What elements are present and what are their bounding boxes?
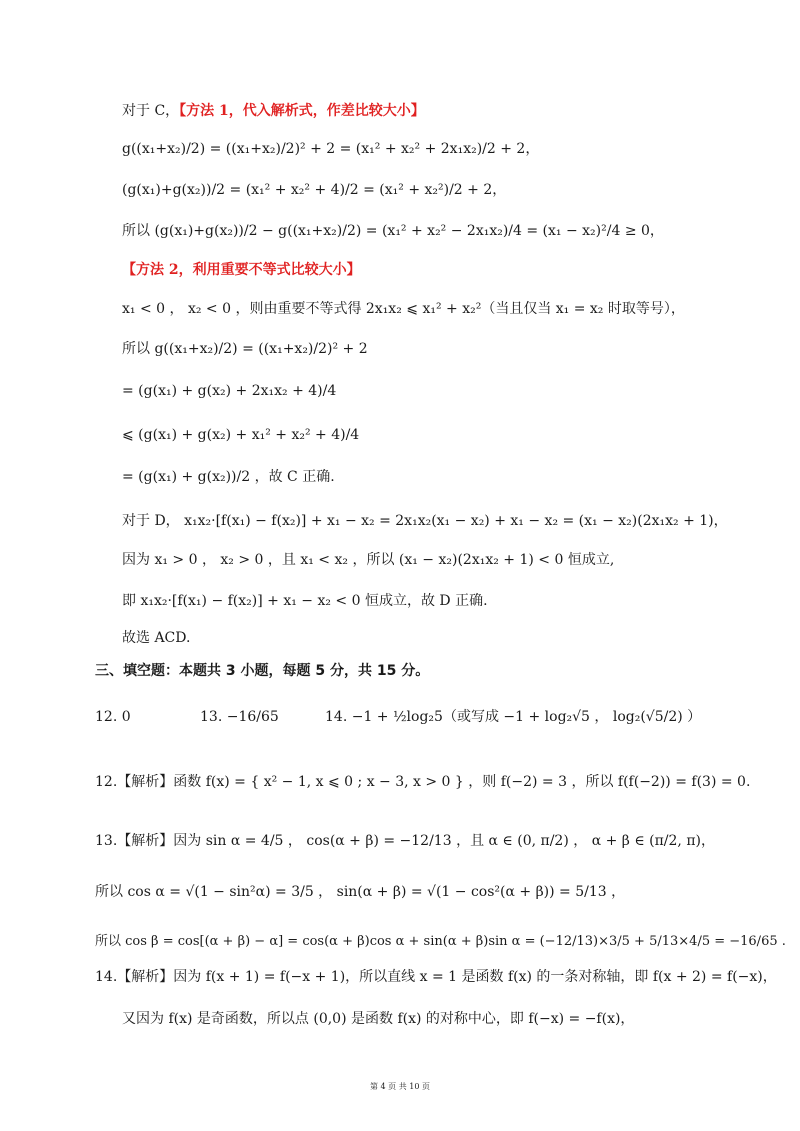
equation-line: 所以 g((x₁+x₂)/2) = ((x₁+x₂)/2)² + 2: [122, 341, 368, 357]
answer-14: 14. −1 + ½log₂5（或写成 −1 + log₂√5 ， log₂(√5/2) ）: [325, 709, 702, 725]
method1-heading: 【方法 1，代入解析式，作差比较大小】: [179, 103, 425, 119]
equation-line: 因为 x₁ > 0 ， x₂ > 0 ，且 x₁ < x₂ ，所以 (x₁ − x₂)(2x₁x₂ + 1) < 0 恒成立,: [122, 552, 615, 568]
equation-line: 对于 D， x₁x₂·[f(x₁) − f(x₂)] + x₁ − x₂ = 2x₁x₂(x₁ − x₂) + x₁ − x₂ = (x₁ − x₂)(2x₁x₂ + 1)，: [122, 513, 728, 529]
equation-line: 即 x₁x₂·[f(x₁) − f(x₂)] + x₁ − x₂ < 0 恒成立，故 D 正确.: [122, 593, 488, 609]
method2-heading: 【方法 2，利用重要不等式比较大小】: [122, 262, 361, 278]
answer-13: 13. −16/65: [200, 709, 279, 725]
answer-12: 12. 0: [95, 709, 131, 725]
equation-line: g((x₁+x₂)/2) = ((x₁+x₂)/2)² + 2 = (x₁² + x₂² + 2x₁x₂)/2 + 2，: [122, 141, 540, 157]
solution-13-line2: 所以 cos α = √(1 − sin²α) = 3/5 ， sin(α + β) = √(1 − cos²(α + β)) = 5/13 ，: [95, 884, 626, 900]
equation-line: = (g(x₁) + g(x₂))/2 ，故 C 正确.: [122, 469, 335, 485]
equation-line: (g(x₁)+g(x₂))/2 = (x₁² + x₂² + 4)/2 = (x₁² + x₂²)/2 + 2，: [122, 182, 507, 198]
solution-12: 12.【解析】函数 f(x) = { x² − 1, x ⩽ 0 ; x − 3, x > 0 } ，则 f(−2) = 3 ，所以 f(f(−2)) = f(3) = 0.: [95, 774, 751, 790]
equation-line: = (g(x₁) + g(x₂) + 2x₁x₂ + 4)/4: [122, 383, 337, 399]
equation-line: 所以 (g(x₁)+g(x₂))/2 − g((x₁+x₂)/2) = (x₁² + x₂² − 2x₁x₂)/4 = (x₁ − x₂)²/4 ≥ 0，: [122, 223, 664, 239]
equation-line: x₁ < 0 ， x₂ < 0 ，则由重要不等式得 2x₁x₂ ⩽ x₁² + x₂²（当且仅当 x₁ = x₂ 时取等号），: [122, 301, 685, 317]
equation-line: ⩽ (g(x₁) + g(x₂) + x₁² + x₂² + 4)/4: [122, 427, 360, 443]
page-footer: 第 4 页 共 10 页: [370, 1082, 430, 1091]
solution-13-line1: 13.【解析】因为 sin α = 4/5 ， cos(α + β) = −12/13 ，且 α ∈ (0, π/2) ， α + β ∈ (π/2, π)，: [95, 833, 715, 849]
solution-14-line1: 14.【解析】因为 f(x + 1) = f(−x + 1)，所以直线 x = 1 是函数 f(x) 的一条对称轴，即 f(x + 2) = f(−x)，: [95, 969, 777, 985]
section-heading: 三、填空题：本题共 3 小题，每题 5 分，共 15 分。: [95, 663, 430, 679]
solution-13-line3: 所以 cos β = cos[(α + β) − α] = cos(α + β)cos α + sin(α + β)sin α = (−12/13)×3/5 + 5/13×4/5 = −16/65 .: [95, 934, 786, 949]
c-intro: 对于 C，: [122, 103, 180, 119]
line-c-method1: [122, 104, 425, 118]
equation-line: 故选 ACD.: [122, 630, 191, 646]
solution-14-line2: 又因为 f(x) 是奇函数，所以点 (0,0) 是函数 f(x) 的对称中心，即 f(−x) = −f(x)，: [122, 1011, 635, 1027]
